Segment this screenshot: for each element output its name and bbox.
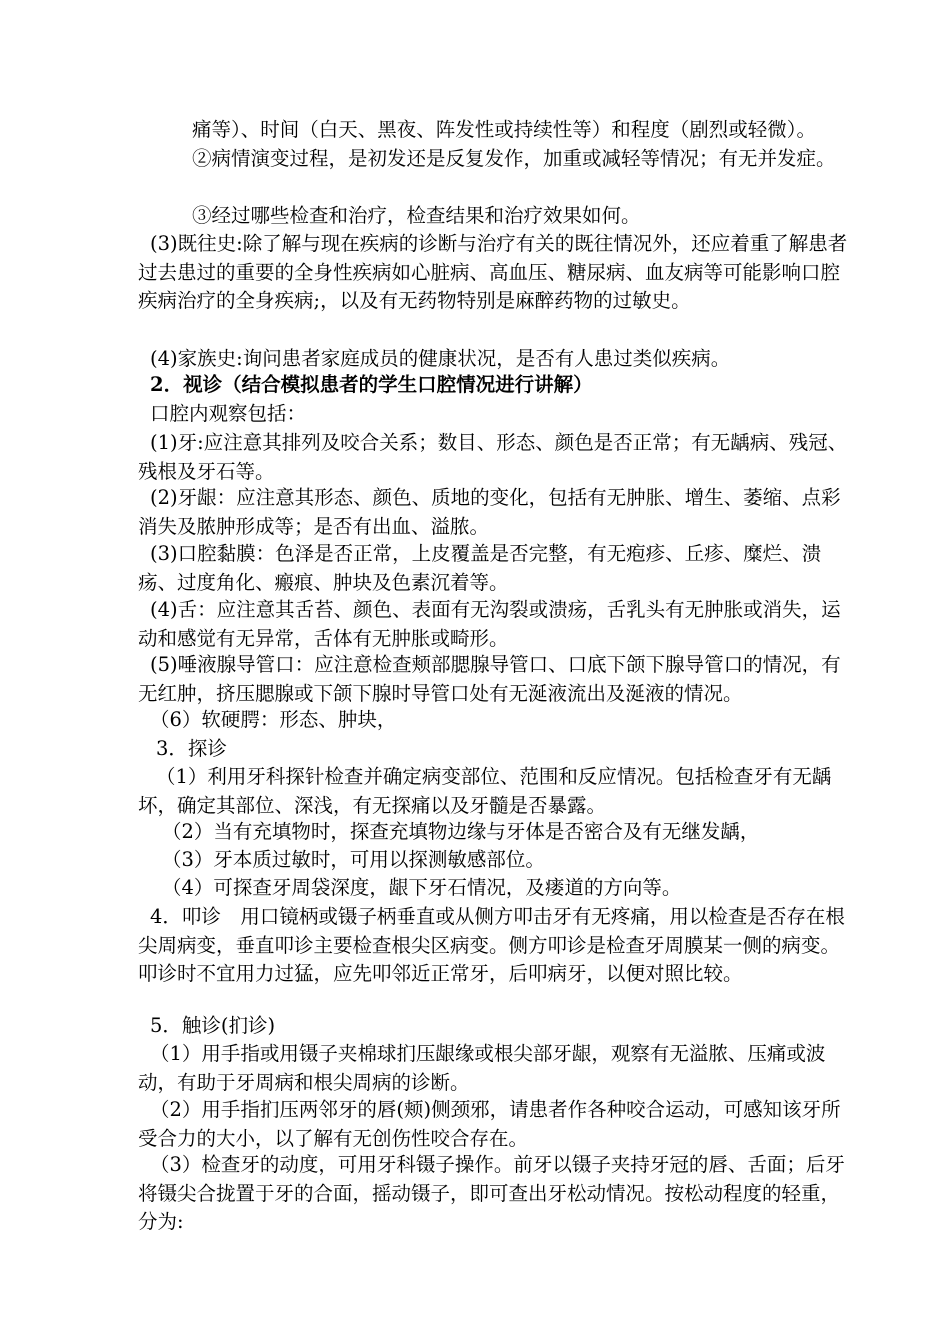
paragraph: (1)牙:应注意其排列及咬合关系；数目、形态、颜色是否正常；有无龋病、残冠、残根及牙石等。 [138, 431, 848, 483]
section-heading: 3．探诊 [156, 737, 227, 760]
paragraph: 口腔内观察包括： [150, 402, 307, 425]
paragraph: （2）当有充填物时，探查充填物边缘与牙体是否密合及有无继发龋， [162, 820, 760, 843]
paragraph: (3)口腔黏膜：色泽是否正常，上皮覆盖是否完整，有无疱疹、丘疹、糜烂、溃疡、过度角化、瘢痕、肿块及色素沉着等。 [138, 542, 822, 594]
section-heading: 5．触诊(扪诊) [150, 1014, 276, 1037]
paragraph: （3）检查牙的动度，可用牙科镊子操作。前牙以镊子夹持牙冠的唇、舌面；后牙将镊尖合拢置于牙的合面，摇动镊子，即可查出牙松动情况。按松动程度的轻重，分为: [138, 1153, 845, 1233]
paragraph: (4)舌：应注意其舌苔、颜色、表面有无沟裂或溃疡，舌乳头有无肿胀或消失，运动和感觉有无异常，舌体有无肿胀或畸形。 [138, 598, 841, 650]
paragraph: (5)唾液腺导管口：应注意检查颊部腮腺导管口、口底下颌下腺导管口的情况，有无红肿，挤压腮腺或下颌下腺时导管口处有无涎液流出及涎液的情况。 [138, 653, 841, 705]
paragraph: （4）可探查牙周袋深度，龈下牙石情况，及瘘道的方向等。 [162, 876, 682, 899]
paragraph: （6）软硬腭：形态、肿块， [150, 708, 397, 731]
section-heading: 2．视诊（结合模拟患者的学生口腔情况进行讲解） [150, 373, 593, 396]
paragraph: （3）牙本质过敏时，可用以探测敏感部位。 [162, 848, 545, 871]
paragraph: (3)既往史:除了解与现在疾病的诊断与治疗有关的既往情况外，还应着重了解患者过去患过的重要的全身性疾病如心脏病、高血压、糖尿病、血友病等可能影响口腔疾病治疗的全身疾病;，以及有无药物特别是麻醉药物的过敏史。 [138, 232, 848, 312]
paragraph: （2）用手指扪压两邻牙的唇(颊)侧颈邪，请患者作各种咬合运动，可感知该牙所受合力的大小，以了解有无创伤性咬合存在。 [138, 1098, 841, 1150]
paragraph: 4．叩诊 用口镜柄或镊子柄垂直或从侧方叩击牙有无疼痛，用以检查是否存在根尖周病变，垂直叩诊主要检查根尖区病变。侧方叩诊是检查牙周膜某一侧的病变。叩诊时不宜用力过猛，应先叩邻近正常牙，后叩病牙，以便对照比较。 [138, 905, 845, 985]
paragraph: 痛等）、时间（白天、黑夜、阵发性或持续性等）和程度（剧烈或轻微）。 [192, 118, 817, 141]
paragraph: ②病情演变过程，是初发还是反复发作，加重或减轻等情况；有无并发症。 [192, 147, 836, 170]
paragraph: ③经过哪些检查和治疗，检查结果和治疗效果如何。 [192, 204, 641, 227]
paragraph: （1）用手指或用镊子夹棉球扪压龈缘或根尖部牙龈，观察有无溢脓、压痛或波动，有助于牙周病和根尖周病的诊断。 [138, 1042, 826, 1094]
paragraph: （1）利用牙科探针检查并确定病变部位、范围和反应情况。包括检查牙有无龋坏，确定其部位、深浅，有无探痛以及牙髓是否暴露。 [138, 765, 832, 817]
paragraph: (2)牙龈：应注意其形态、颜色、质地的变化，包括有无肿胀、增生、萎缩、点彩消失及脓肿形成等；是否有出血、溢脓。 [138, 486, 841, 538]
paragraph: (4)家族史:询问患者家庭成员的健康状况，是否有人患过类似疾病。 [150, 347, 731, 370]
